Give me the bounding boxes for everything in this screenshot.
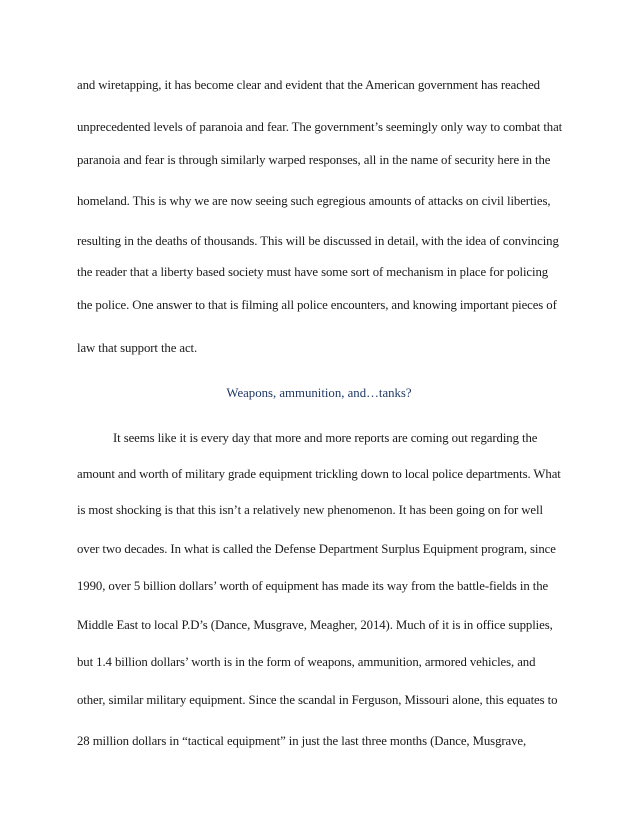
paragraph-line: and wiretapping, it has become clear and evident that the American government has reached — [77, 78, 540, 92]
paragraph-line: amount and worth of military grade equipment trickling down to local police departments. What — [77, 467, 561, 481]
paragraph-line: homeland. This is why we are now seeing such egregious amounts of attacks on civil liberties, — [77, 194, 551, 208]
paragraph-line: the police. One answer to that is filming all police encounters, and knowing important pieces of — [77, 298, 557, 312]
paragraph-line: unprecedented levels of paranoia and fear. The government’s seemingly only way to combat that — [77, 120, 563, 134]
paragraph-line: is most shocking is that this isn’t a relatively new phenomenon. It has been going on for well — [77, 503, 543, 517]
paragraph-line: resulting in the deaths of thousands. This will be discussed in detail, with the idea of convincing — [77, 234, 559, 248]
paragraph-line: other, similar military equipment. Since the scandal in Ferguson, Missouri alone, this equates to — [77, 693, 558, 707]
paragraph-line: the reader that a liberty based society must have some sort of mechanism in place for policing — [77, 265, 549, 279]
paragraph-line: Middle East to local P.D’s (Dance, Musgrave, Meagher, 2014). Much of it is in office supplies, — [77, 618, 553, 632]
paragraph-line: paranoia and fear is through similarly warped responses, all in the name of security here in the — [77, 153, 551, 167]
paragraph-line: over two decades. In what is called the Defense Department Surplus Equipment program, since — [77, 542, 556, 556]
paragraph-line: law that support the act. — [77, 341, 198, 355]
paragraph-line: It seems like it is every day that more and more reports are coming out regarding the — [113, 431, 538, 445]
paragraph-line: 1990, over 5 billion dollars’ worth of equipment has made its way from the battle-fields in the — [77, 579, 549, 593]
section-heading: Weapons, ammunition, and…tanks? — [226, 386, 412, 400]
paragraph-line: but 1.4 billion dollars’ worth is in the form of weapons, ammunition, armored vehicles, and — [77, 655, 536, 669]
paragraph-line: 28 million dollars in “tactical equipment” in just the last three months (Dance, Musgrave, — [77, 734, 527, 748]
